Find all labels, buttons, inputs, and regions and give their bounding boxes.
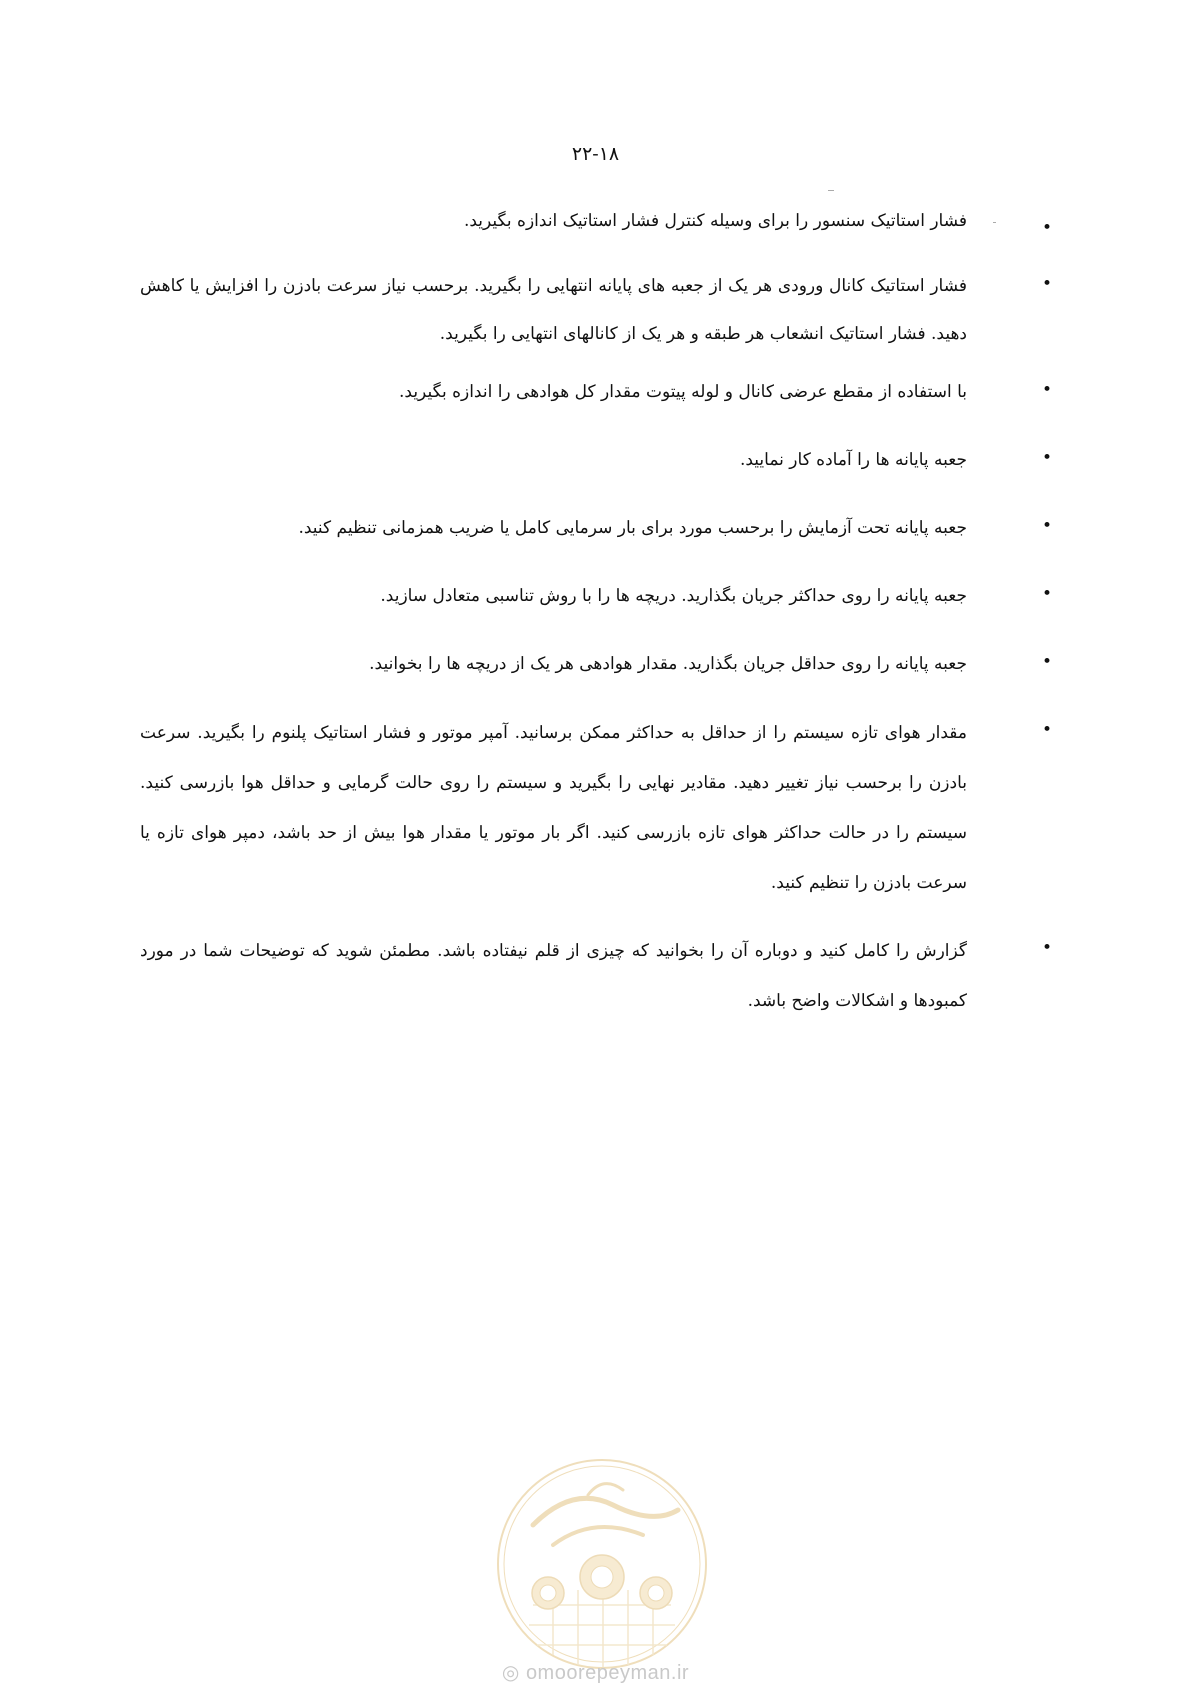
list-item-text: مقدار هوای تازه سیستم را از حداقل به حداکثر ممکن برسانید. آمپر موتور و فشار استاتیک پلنوم را بگیرید. سرعت بادزن را برحسب نیاز تغییر دهید. مقادیر نهایی را بگیرید و سیستم را روی حالت گرمایی و حداقل هوا بازرسی کنید. سیستم را در حالت حداکثر هوای تازه بازرسی کنید. اگر بار موتور یا مقدار هوا بیش از حد باشد، دمپر هوای تازه یا سرعت بادزن را تنظیم کنید. [140, 723, 967, 893]
list-item-text: فشار استاتیک سنسور را برای وسیله کنترل فشار استاتیک اندازه بگیرید. [463, 211, 967, 231]
list-item-text: جعبه پایانه را روی حداکثر جریان بگذارید. دریچه ها را با روش تناسبی متعادل سازید. [380, 586, 967, 606]
list-item [140, 708, 1052, 908]
bullet-icon: • [1041, 274, 1052, 294]
list-item-text: جعبه پایانه را روی حداقل جریان بگذارید. مقدار هوادهی هر یک از دریچه ها را بخوانید. [369, 654, 967, 674]
list-item-text: با استفاده از مقطع عرضی کانال و لوله پیتوت مقدار کل هوادهی را اندازه بگیرید. [399, 382, 967, 402]
bullet-icon: • [1041, 584, 1052, 604]
instruction-list [140, 206, 1052, 1026]
list-item [140, 572, 1052, 620]
list-item [140, 206, 1052, 236]
bullet-icon: • [1041, 938, 1052, 958]
bullet-icon: • [1041, 218, 1052, 238]
bullet-icon: • [1041, 516, 1052, 536]
bullet-icon: • [1041, 380, 1052, 400]
list-item [140, 504, 1052, 552]
list-item-text: گزارش را کامل کنید و دوباره آن را بخوانید که چیزی از قلم نیفتاده باشد. مطمئن شوید که توضیحات شما در مورد کمبودها و اشکالات واضح باشد. [140, 941, 967, 1011]
watermark-url-text: omoorepeyman.ir [525, 1662, 690, 1684]
list-item [140, 262, 1052, 358]
list-item [140, 368, 1052, 416]
page-number: ۲۲-۱۸ [571, 143, 620, 165]
watermark-logo [493, 1455, 711, 1673]
list-item-text: فشار استاتیک کانال ورودی هر یک از جعبه های پایانه انتهایی را بگیرید. برحسب نیاز سرعت بادزن را افزایش یا کاهش دهید. فشار استاتیک انشعاب هر طبقه و هر یک از کانالهای انتهایی را بگیرید. [140, 276, 968, 344]
list-item-text: جعبه پایانه تحت آزمایش را برحسب مورد برای بار سرمایی کامل یا ضریب همزمانی تنظیم کنید. [298, 518, 967, 538]
scan-mark [828, 190, 834, 191]
list-item-text: جعبه پایانه ها را آماده کار نمایید. [739, 450, 967, 470]
bullet-icon: • [1041, 652, 1052, 672]
bullet-icon: • [1041, 720, 1052, 740]
watermark-url [0, 1660, 1191, 1685]
globe-icon: ◎ [501, 1662, 520, 1684]
bullet-icon: • [1041, 448, 1052, 468]
list-item [140, 640, 1052, 688]
list-item [140, 436, 1052, 484]
list-item [140, 926, 1052, 1026]
